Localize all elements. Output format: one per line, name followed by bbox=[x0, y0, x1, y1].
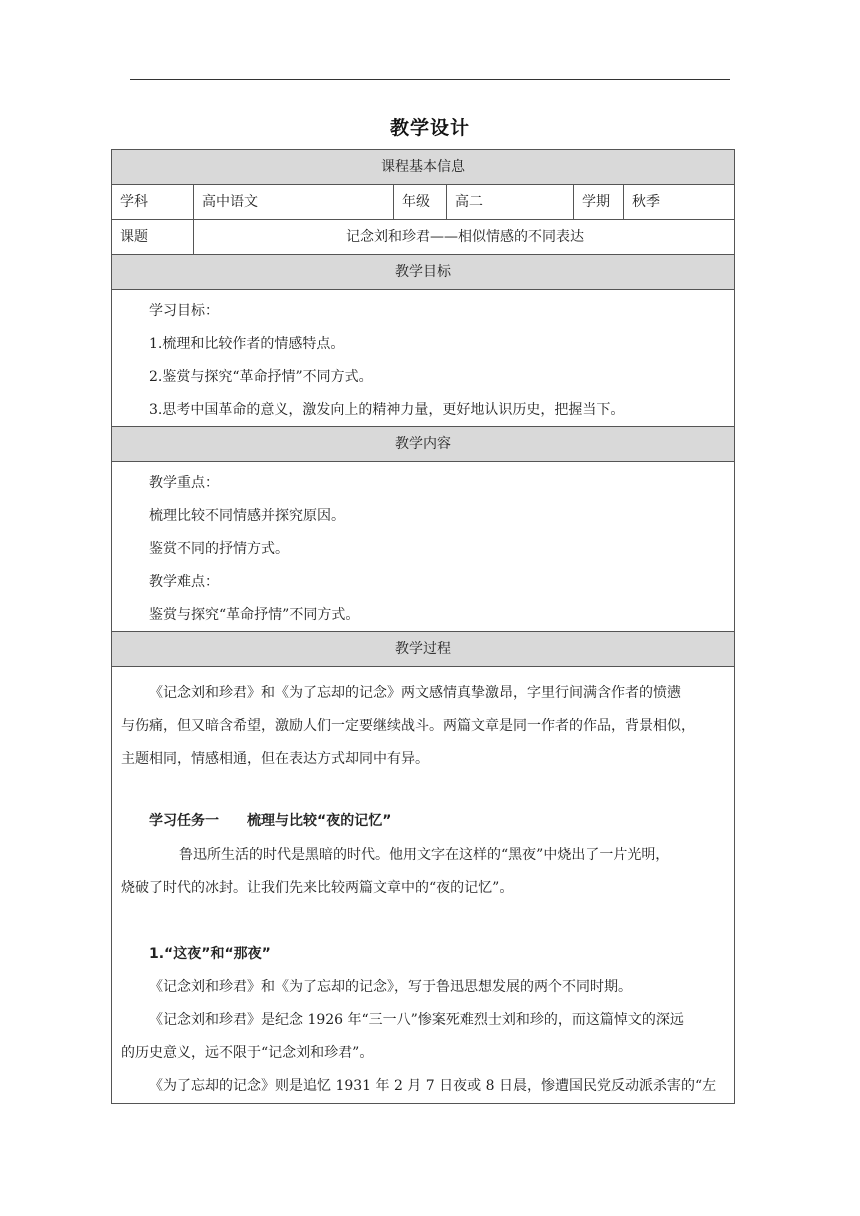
section-header-content: 教学内容 bbox=[112, 427, 734, 462]
subtask-body-line: 《为了忘却的记念》则是追忆 1931 年 2 月 7 日夜或 8 日晨，惨遭国民党反动派杀害的“左 bbox=[149, 1078, 717, 1094]
content-line: 鉴赏与探究“革命抒情”不同方式。 bbox=[149, 607, 360, 623]
content-line: 梳理比较不同情感并探究原因。 bbox=[149, 508, 345, 524]
process-paragraph-line: 主题相同，情感相通，但在表达方式却同中有异。 bbox=[121, 751, 429, 767]
task-body-line: 烧破了时代的冰封。让我们先来比较两篇文章中的“夜的记忆”。 bbox=[121, 880, 514, 896]
objectives-line: 学习目标： bbox=[149, 303, 219, 319]
term-label: 学期 bbox=[574, 185, 624, 220]
subject-value: 高中语文 bbox=[194, 185, 394, 220]
content-line: 教学重点： bbox=[149, 475, 219, 491]
subject-label: 学科 bbox=[112, 185, 194, 220]
document-title: 教学设计 bbox=[389, 117, 470, 139]
objectives-line: 3.思考中国革命的意义，激发向上的精神力量，更好地认识历史，把握当下。 bbox=[149, 402, 625, 418]
task-body-line: 鲁迅所生活的时代是黑暗的时代。他用文字在这样的“黑夜”中烧出了一片光明， bbox=[179, 847, 670, 863]
content-line: 教学难点： bbox=[149, 574, 219, 590]
info-row bbox=[112, 185, 734, 220]
section-header-process: 教学过程 bbox=[112, 632, 734, 667]
topic-value: 记念刘和珍君——相似情感的不同表达 bbox=[346, 229, 584, 245]
section-header-objectives: 教学目标 bbox=[112, 255, 734, 290]
grade-value: 高二 bbox=[447, 185, 574, 220]
grade-label: 年级 bbox=[394, 185, 447, 220]
lesson-plan-table bbox=[111, 149, 735, 1104]
subtask-body-line: 的历史意义，远不限于“记念刘和珍君”。 bbox=[121, 1045, 374, 1061]
content-block bbox=[112, 462, 734, 632]
subtask-heading: 1.“这夜”和“那夜” bbox=[149, 946, 271, 962]
objectives-block bbox=[112, 290, 734, 427]
subtask-body-line: 《记念刘和珍君》和《为了忘却的记念》，写于鲁迅思想发展的两个不同时期。 bbox=[149, 979, 632, 995]
task-heading: 学习任务一 梳理与比较“夜的记忆” bbox=[149, 813, 392, 829]
objectives-line: 1.梳理和比较作者的情感特点。 bbox=[149, 336, 345, 352]
objectives-line: 2.鉴赏与探究“革命抒情”不同方式。 bbox=[149, 369, 373, 385]
process-paragraph-line: 与伤痛，但又暗含希望，激励人们一定要继续战斗。两篇文章是同一作者的作品，背景相似， bbox=[121, 718, 695, 734]
content-line: 鉴赏不同的抒情方式。 bbox=[149, 541, 289, 557]
section-header-basic-info: 课程基本信息 bbox=[112, 150, 734, 185]
process-paragraph-line: 《记念刘和珍君》和《为了忘却的记念》两文感情真挚激昂，字里行间满含作者的愤懑 bbox=[149, 685, 681, 701]
topic-label: 课题 bbox=[112, 220, 194, 255]
process-block bbox=[112, 667, 734, 1104]
header-rule bbox=[130, 79, 730, 80]
topic-row bbox=[112, 220, 734, 255]
subtask-body-line: 《记念刘和珍君》是纪念 1926 年“三一八”惨案死难烈士刘和珍的，而这篇悼文的深远 bbox=[149, 1012, 684, 1028]
term-value: 秋季 bbox=[632, 194, 660, 210]
